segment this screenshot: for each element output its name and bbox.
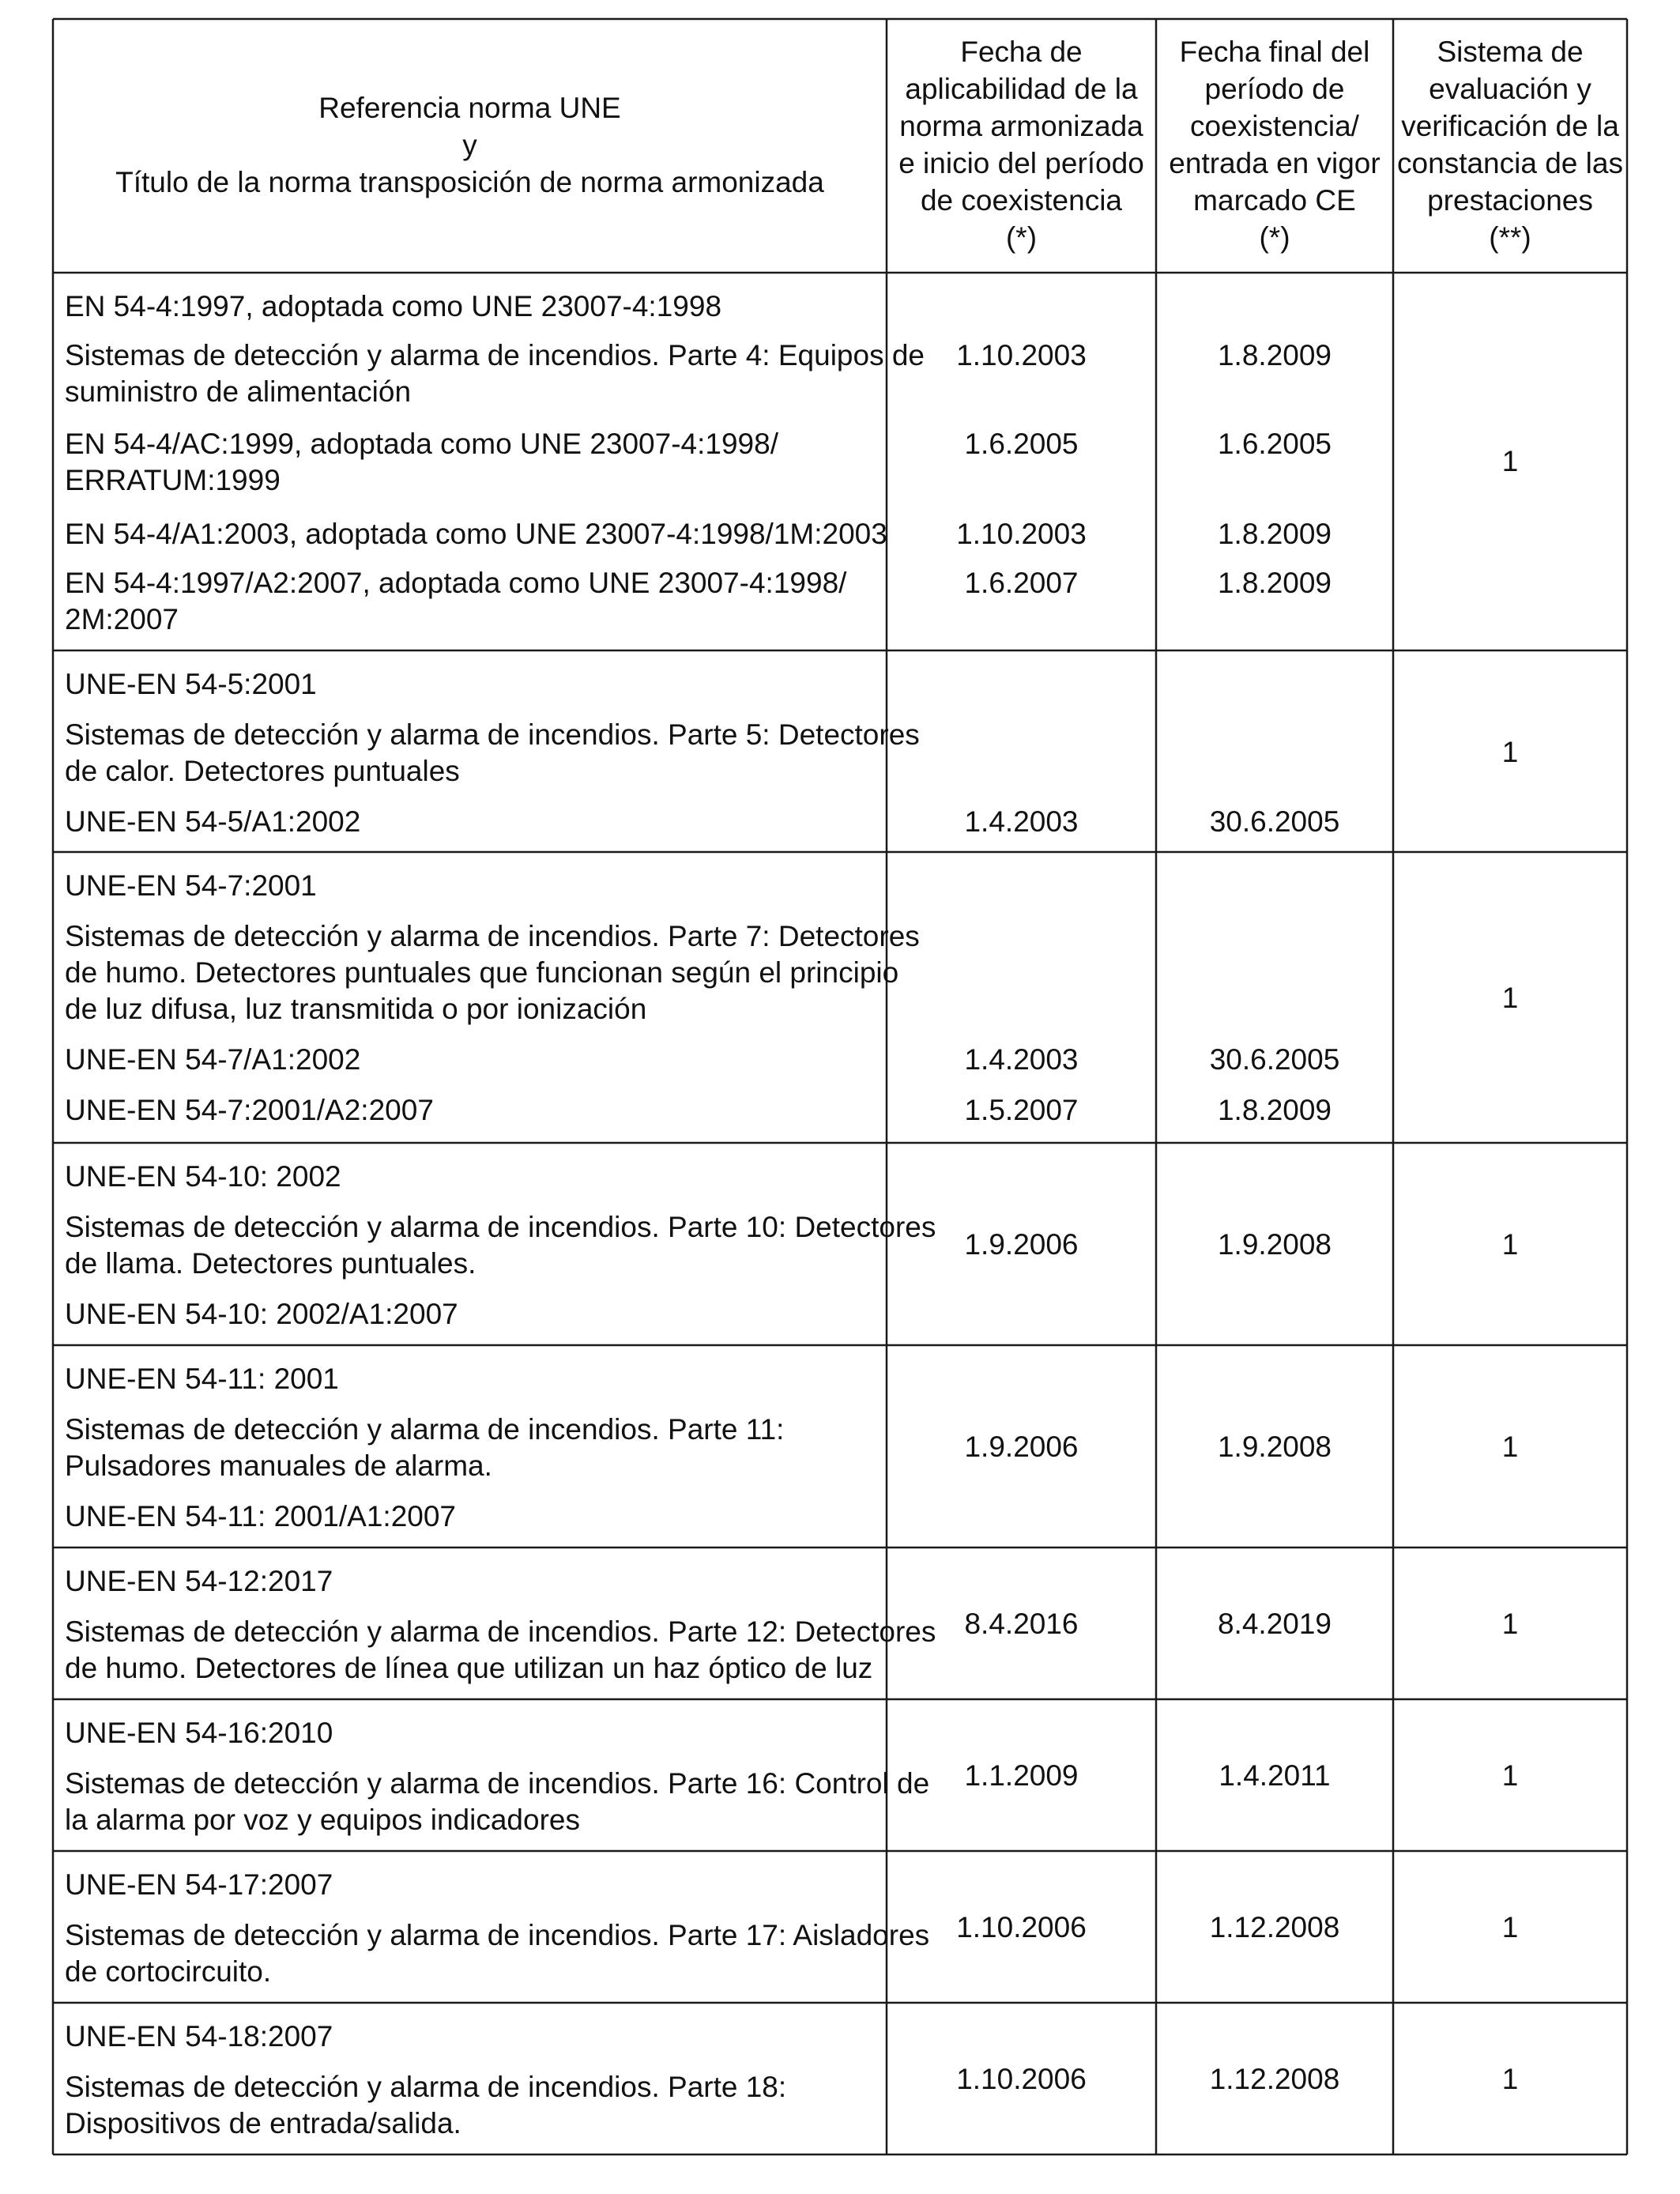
norm-reference-line: de humo. Detectores puntuales que funcionan según el principio (65, 956, 899, 989)
norm-reference-line: UNE-EN 54-11: 2001/A1:2007 (65, 1500, 457, 1532)
norm-reference-line: Sistemas de detección y alarma de incendios. Parte 4: Equipos de (65, 339, 925, 371)
norm-reference-line: la alarma por voz y equipos indicadores (65, 1804, 580, 1836)
applicability-date: 1.10.2006 (956, 1911, 1087, 1943)
evaluation-system-value: 1 (1501, 1608, 1519, 1640)
norm-reference-line: 2M:2007 (65, 603, 179, 635)
header-applicability-date-line: e inicio del período (898, 147, 1144, 179)
header-reference-line: y (462, 129, 477, 161)
norm-reference-line: EN 54-4:1997/A2:2007, adoptada como UNE 23007-4:1998/ (65, 567, 847, 599)
applicability-date: 1.4.2003 (964, 1043, 1079, 1076)
coexistence-end-date: 1.4.2011 (1219, 1759, 1331, 1792)
norm-reference-line: UNE-EN 54-7:2001 (65, 869, 317, 902)
header-evaluation-system-line: evaluación y (1429, 73, 1591, 105)
applicability-date: 1.5.2007 (964, 1094, 1079, 1126)
evaluation-system-value: 1 (1501, 2063, 1519, 2095)
evaluation-system-value: 1 (1501, 445, 1519, 477)
header-reference-line: Título de la norma transposición de norma armonizada (115, 166, 824, 198)
applicability-date: 1.4.2003 (964, 805, 1079, 838)
norm-reference-line: Sistemas de detección y alarma de incendios. Parte 17: Aisladores (65, 1919, 930, 1951)
header-applicability-date-line: aplicabilidad de la (905, 73, 1138, 105)
norm-reference-line: Sistemas de detección y alarma de incendios. Parte 11: (65, 1413, 785, 1446)
applicability-date: 1.1.2009 (964, 1759, 1079, 1792)
norm-reference-line: UNE-EN 54-5/A1:2002 (65, 805, 361, 838)
norm-reference-line: de luz difusa, luz transmitida o por ionización (65, 993, 647, 1025)
coexistence-end-date: 8.4.2019 (1217, 1608, 1332, 1640)
norm-reference-line: suministro de alimentación (65, 375, 412, 408)
header-evaluation-system-line: Sistema de (1437, 36, 1584, 68)
evaluation-system-value: 1 (1501, 1911, 1519, 1943)
coexistence-end-date: 1.12.2008 (1209, 1911, 1340, 1943)
header-applicability-date-line: Fecha de (960, 36, 1083, 68)
evaluation-system-value: 1 (1501, 1759, 1519, 1792)
coexistence-end-date: 1.12.2008 (1209, 2063, 1340, 2095)
coexistence-end-date: 1.9.2008 (1217, 1431, 1332, 1463)
norm-reference-line: Dispositivos de entrada/salida. (65, 2107, 461, 2139)
norm-reference-line: Sistemas de detección y alarma de incendios. Parte 7: Detectores (65, 920, 920, 952)
header-coexistence-end-date-line: coexistencia/ (1190, 110, 1359, 142)
norm-reference-line: Sistemas de detección y alarma de incendios. Parte 10: Detectores (65, 1211, 936, 1243)
header-applicability-date-line: de coexistencia (920, 184, 1123, 217)
coexistence-end-date: 1.8.2009 (1217, 1094, 1332, 1126)
norm-reference-line: Pulsadores manuales de alarma. (65, 1449, 492, 1482)
header-coexistence-end-date-line: (*) (1259, 221, 1290, 254)
norm-reference-line: UNE-EN 54-7/A1:2002 (65, 1043, 361, 1076)
norm-reference-line: UNE-EN 54-10: 2002 (65, 1160, 341, 1193)
header-applicability-date-line: (*) (1005, 221, 1038, 254)
coexistence-end-date: 30.6.2005 (1209, 805, 1340, 838)
header-applicability-date-line: norma armonizada (899, 110, 1143, 142)
header-coexistence-end-date-line: marcado CE (1193, 184, 1356, 217)
norm-reference-line: de cortocircuito. (65, 1955, 272, 1988)
norm-reference-line: UNE-EN 54-16:2010 (65, 1717, 333, 1749)
header-evaluation-system-line: constancia de las (1397, 147, 1623, 179)
norm-reference-line: UNE-EN 54-5:2001 (65, 668, 317, 700)
evaluation-system-value: 1 (1501, 736, 1519, 768)
applicability-date: 1.9.2006 (964, 1431, 1079, 1463)
header-evaluation-system-line: verificación de la (1401, 110, 1619, 142)
norm-reference-line: Sistemas de detección y alarma de incendios. Parte 16: Control de (65, 1767, 930, 1800)
header-evaluation-system-line: prestaciones (1427, 184, 1593, 217)
norm-reference-line: EN 54-4:1997, adoptada como UNE 23007-4:1998 (65, 290, 722, 322)
coexistence-end-date: 1.8.2009 (1217, 518, 1332, 550)
norm-reference-line: UNE-EN 54-7:2001/A2:2007 (65, 1094, 434, 1126)
coexistence-end-date: 1.8.2009 (1217, 567, 1332, 599)
applicability-date: 1.10.2006 (956, 2063, 1087, 2095)
header-coexistence-end-date-line: entrada en vigor (1169, 147, 1381, 179)
norm-reference-line: ERRATUM:1999 (65, 464, 281, 496)
applicability-date: 1.10.2003 (956, 518, 1087, 550)
header-coexistence-end-date-line: Fecha final del (1179, 36, 1370, 68)
norm-reference-line: de calor. Detectores puntuales (65, 755, 460, 787)
applicability-date: 1.6.2007 (964, 567, 1079, 599)
evaluation-system-value: 1 (1501, 1228, 1519, 1261)
norm-reference-line: de llama. Detectores puntuales. (65, 1247, 477, 1280)
norm-reference-line: UNE-EN 54-10: 2002/A1:2007 (65, 1298, 458, 1330)
norm-reference-line: UNE-EN 54-17:2007 (65, 1868, 333, 1901)
coexistence-end-date: 1.9.2008 (1217, 1228, 1332, 1261)
applicability-date: 8.4.2016 (964, 1608, 1079, 1640)
norm-reference-line: Sistemas de detección y alarma de incendios. Parte 18: (65, 2071, 787, 2103)
evaluation-system-value: 1 (1501, 982, 1519, 1014)
applicability-date: 1.9.2006 (964, 1228, 1079, 1261)
norm-reference-line: EN 54-4/A1:2003, adoptada como UNE 23007-4:1998/1M:2003 (65, 518, 887, 550)
header-reference-line: Referencia norma UNE (318, 92, 621, 124)
evaluation-system-value: 1 (1501, 1431, 1519, 1463)
norm-reference-line: Sistemas de detección y alarma de incendios. Parte 12: Detectores (65, 1615, 936, 1648)
norm-reference-line: EN 54-4/AC:1999, adoptada como UNE 23007-4:1998/ (65, 428, 778, 460)
norm-reference-line: UNE-EN 54-12:2017 (65, 1565, 333, 1597)
header-evaluation-system-line: (**) (1489, 221, 1531, 254)
coexistence-end-date: 1.6.2005 (1217, 428, 1332, 460)
header-coexistence-end-date-line: período de (1204, 73, 1345, 105)
applicability-date: 1.6.2005 (964, 428, 1079, 460)
norm-reference-line: UNE-EN 54-18:2007 (65, 2020, 333, 2053)
norm-reference-line: UNE-EN 54-11: 2001 (65, 1363, 339, 1395)
coexistence-end-date: 1.8.2009 (1217, 339, 1332, 371)
applicability-date: 1.10.2003 (956, 339, 1087, 371)
norm-reference-line: de humo. Detectores de línea que utilizan un haz óptico de luz (65, 1652, 873, 1684)
norm-reference-line: Sistemas de detección y alarma de incendios. Parte 5: Detectores (65, 718, 920, 751)
coexistence-end-date: 30.6.2005 (1209, 1043, 1340, 1076)
